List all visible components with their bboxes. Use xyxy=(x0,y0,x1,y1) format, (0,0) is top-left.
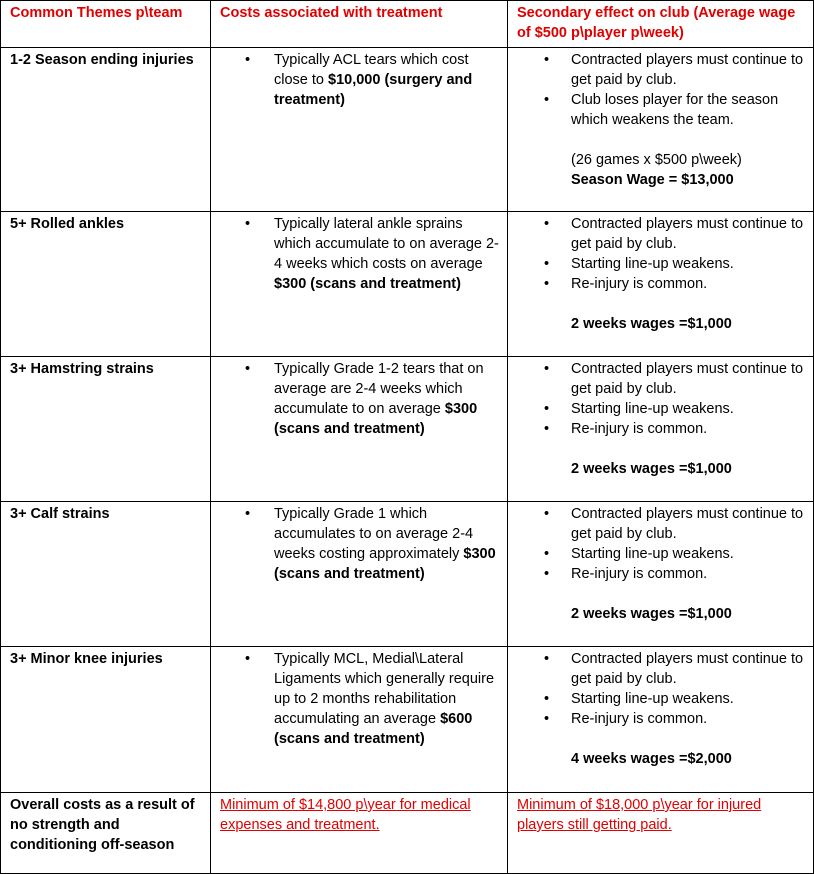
bullet-icon: • xyxy=(544,691,550,707)
cost-text: Typically Grade 1 which accumulates to on average 2-4 weeks costing approximately xyxy=(274,506,474,562)
summary-medical-cell xyxy=(211,793,508,874)
summary-wages-cell xyxy=(508,793,814,874)
effect-cell xyxy=(508,647,814,793)
cost-cell xyxy=(211,502,508,647)
effect-text: Re-injury is common. xyxy=(571,421,708,437)
theme-cell: 3+ Calf strains xyxy=(1,502,211,647)
cost-cell xyxy=(211,48,508,212)
effect-text: Starting line-up weakens. xyxy=(571,401,734,417)
header-themes: Common Themes p\team xyxy=(1,1,211,48)
effect-text: Starting line-up weakens. xyxy=(571,546,734,562)
list-item xyxy=(245,504,501,584)
cost-cell xyxy=(211,357,508,502)
bullet-icon: • xyxy=(544,506,550,522)
effect-text: Starting line-up weakens. xyxy=(571,691,734,707)
list-item xyxy=(544,359,807,399)
bullet-icon: • xyxy=(544,52,550,68)
list-item xyxy=(544,50,807,90)
effect-text: Re-injury is common. xyxy=(571,711,708,727)
bullet-icon: • xyxy=(544,92,550,108)
summary-wages-total: Minimum of $18,000 p\year for injured players still getting paid. xyxy=(517,797,762,833)
list-item xyxy=(544,419,807,439)
bullet-icon: • xyxy=(245,361,251,377)
bullet-icon: • xyxy=(544,256,550,272)
list-item xyxy=(544,544,807,564)
table-row xyxy=(1,502,814,647)
list-item xyxy=(544,274,807,294)
wage-total: 4 weeks wages =$2,000 xyxy=(571,751,732,767)
table-row xyxy=(1,647,814,793)
wage-total: 2 weeks wages =$1,000 xyxy=(571,316,732,332)
cost-amount: $300 (scans and treatment) xyxy=(274,276,461,292)
cost-amount: $10,000 (surgery and treatment) xyxy=(274,72,473,108)
bullet-icon: • xyxy=(245,52,251,68)
cost-amount: $300 (scans and treatment) xyxy=(274,546,496,582)
effect-cell xyxy=(508,212,814,357)
theme-cell: 5+ Rolled ankles xyxy=(1,212,211,357)
effect-text: Contracted players must continue to get paid by club. xyxy=(571,651,804,687)
table-row xyxy=(1,357,814,502)
list-item xyxy=(544,709,807,729)
effect-text: Contracted players must continue to get paid by club. xyxy=(571,506,804,542)
bullet-icon: • xyxy=(544,401,550,417)
list-item xyxy=(544,90,807,130)
cost-text: Typically ACL tears which cost close to xyxy=(274,52,469,88)
bullet-icon: • xyxy=(544,216,550,232)
list-item xyxy=(544,214,807,254)
header-costs: Costs associated with treatment xyxy=(211,1,508,48)
cost-amount: $300 (scans and treatment) xyxy=(274,401,478,437)
cost-amount: $600 (scans and treatment) xyxy=(274,711,473,747)
bullet-icon: • xyxy=(544,546,550,562)
bullet-icon: • xyxy=(245,506,251,522)
bullet-icon: • xyxy=(245,651,251,667)
table-row xyxy=(1,48,814,212)
effect-text: Re-injury is common. xyxy=(571,276,708,292)
header-row xyxy=(1,1,814,48)
list-item xyxy=(245,50,501,110)
effect-text: Contracted players must continue to get paid by club. xyxy=(571,216,804,252)
effect-text: Re-injury is common. xyxy=(571,566,708,582)
list-item xyxy=(544,564,807,584)
bullet-icon: • xyxy=(544,711,550,727)
effect-text: Contracted players must continue to get paid by club. xyxy=(571,361,804,397)
wage-total: Season Wage = $13,000 xyxy=(571,172,734,188)
list-item xyxy=(245,214,501,294)
list-item xyxy=(544,649,807,689)
wage-note: (26 games x $500 p\week) xyxy=(571,152,742,168)
theme-cell: 3+ Minor knee injuries xyxy=(1,647,211,793)
bullet-icon: • xyxy=(544,276,550,292)
bullet-icon: • xyxy=(544,421,550,437)
wage-total: 2 weeks wages =$1,000 xyxy=(571,461,732,477)
summary-medical-total: Minimum of $14,800 p\year for medical expenses and treatment. xyxy=(220,797,471,833)
list-item xyxy=(544,504,807,544)
bullet-icon: • xyxy=(544,361,550,377)
effect-cell xyxy=(508,357,814,502)
effect-text: Club loses player for the season which weakens the team. xyxy=(571,92,779,128)
effect-text: Contracted players must continue to get paid by club. xyxy=(571,52,804,88)
cost-cell xyxy=(211,212,508,357)
effect-cell xyxy=(508,48,814,212)
summary-label: Overall costs as a result of no strength and conditioning off-season xyxy=(1,793,211,874)
table-row xyxy=(1,212,814,357)
summary-row xyxy=(1,793,814,874)
cost-cell xyxy=(211,647,508,793)
list-item xyxy=(245,359,501,439)
list-item xyxy=(544,689,807,709)
bullet-icon: • xyxy=(544,566,550,582)
effect-cell xyxy=(508,502,814,647)
list-item xyxy=(544,254,807,274)
theme-cell: 3+ Hamstring strains xyxy=(1,357,211,502)
list-item xyxy=(544,399,807,419)
effect-text: Starting line-up weakens. xyxy=(571,256,734,272)
wage-total: 2 weeks wages =$1,000 xyxy=(571,606,732,622)
cost-text: Typically Grade 1-2 tears that on average are 2-4 weeks which accumulate to on average xyxy=(274,361,484,417)
list-item xyxy=(245,649,501,749)
header-secondary-effect: Secondary effect on club (Average wage of $500 p\player p\week) xyxy=(508,1,814,48)
theme-cell: 1-2 Season ending injuries xyxy=(1,48,211,212)
cost-text: Typically MCL, Medial\Lateral Ligaments which generally require up to 2 months rehabilitation accumulating an average xyxy=(274,651,495,727)
bullet-icon: • xyxy=(544,651,550,667)
cost-text: Typically lateral ankle sprains which accumulate to on average 2-4 weeks which costs on average xyxy=(274,216,499,272)
bullet-icon: • xyxy=(245,216,251,232)
